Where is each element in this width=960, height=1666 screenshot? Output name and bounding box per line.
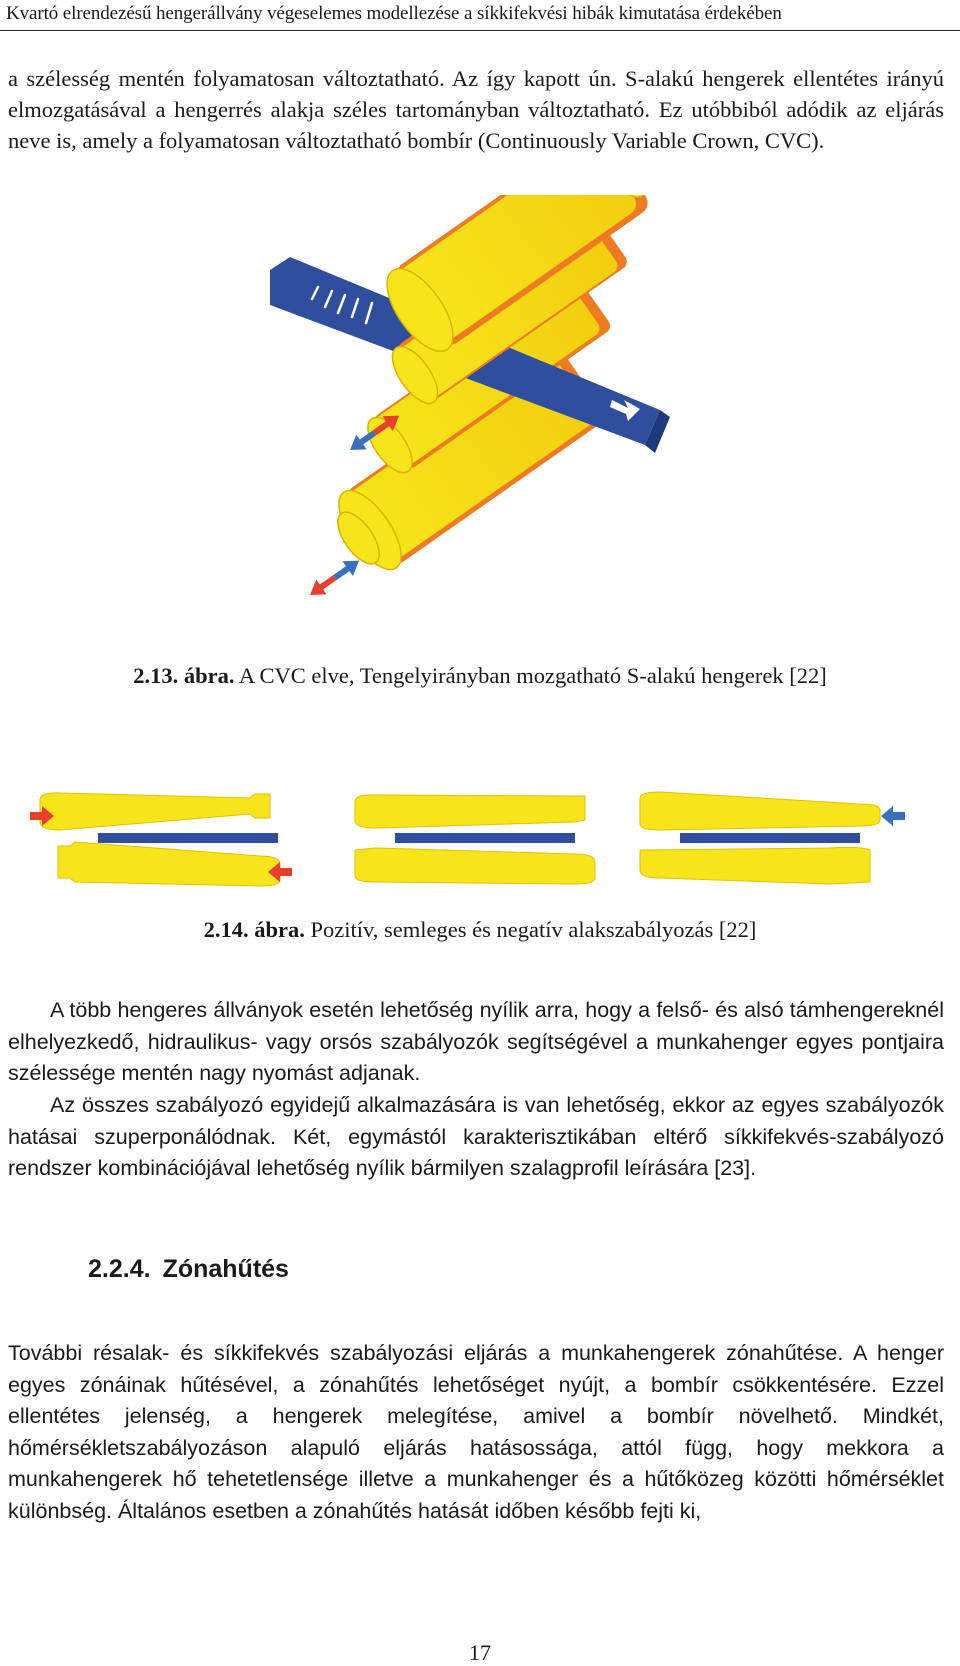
paragraph-3: További résalak- és síkkifekvés szabályozási eljárás a munkahengerek zónahűtése. A henger egyes zónáinak hűtésével, a zónahűtés lehetőséget nyújt, a bombír csökkentésére. Ezzel ellentétes jelenség, a hengerek melegítése, amivel a bombír növelhető. Mindkét, hőmérsékletszabályozáson alapuló eljárás hatásossága, attól függ, hogy mekkora a munkahengerek hő tehetetlensége illetve a munkahenger és a hűtőközeg közötti hőmérséklet különbség. Általános esetben a zónahűtés hatását időben később fejti ki, — [8, 1341, 944, 1523]
section-heading — [88, 1255, 289, 1284]
page-number: 17 — [469, 1640, 491, 1665]
figure-2-14-text: Pozitív, semleges és negatív alakszabályozás [22] — [310, 917, 757, 942]
positive-control-diagram — [30, 793, 292, 886]
figure-2-13-text: A CVC elve, Tengelyirányban mozgatható S-alakú hengerek [22] — [238, 663, 827, 688]
cvc-rolls-figure — [200, 195, 760, 635]
running-header — [0, 0, 960, 31]
upper-pull-arrow — [881, 806, 905, 826]
figure-2-13-caption — [0, 663, 960, 689]
neutral-control-diagram — [355, 795, 595, 884]
paragraph-1-text: A több hengeres állványok esetén lehetőség nyílik arra, hogy a felső- és alsó támhengereknél elhelyezkedő, hidraulikus- vagy orsós szabályozók segítségével a munkahenger egyes pontjaira szélessége mentén nagy nyomást adjanak. — [8, 998, 944, 1085]
section-number: 2.2.4. — [88, 1255, 151, 1283]
shape-control-figure — [30, 790, 930, 900]
section-title: Zónahűtés — [162, 1255, 289, 1283]
lower-shift-arrow — [305, 553, 364, 602]
figure-2-14-caption — [0, 917, 960, 943]
paragraph-1 — [8, 995, 944, 1090]
paragraph-2 — [8, 1090, 944, 1185]
paragraph-2-text: Az összes szabályozó egyidejű alkalmazására is van lehetőség, ekkor az egyes szabályozók hatásai szuperponálódnak. Két, egymástól karakterisztikában eltérő síkkifekvés-szabályozó rendszer kombinációjával lehetőség nyílik bármilyen szalagprofil leírására [23]. — [8, 1093, 944, 1180]
negative-control-diagram — [640, 792, 905, 884]
figure-2-13-number: 2.13. ábra. — [133, 663, 235, 688]
intro-paragraph: a szélesség mentén folyamatosan változtatható. Az így kapott ún. S-alakú hengerek ellentétes irányú elmozgatásával a hengerrés alakja széles tartományban változtatható. Ez utóbbiból adódik az eljárás neve is, amely a folyamatosan változtatható bombír (Continuously Variable Crown, CVC). — [8, 66, 944, 153]
figure-2-14-number: 2.14. ábra. — [203, 917, 305, 942]
running-title: Kvartó elrendezésű hengerállvány végeselemes modellezése a síkkifekvési hibák kimutatása érdekében — [6, 3, 782, 24]
